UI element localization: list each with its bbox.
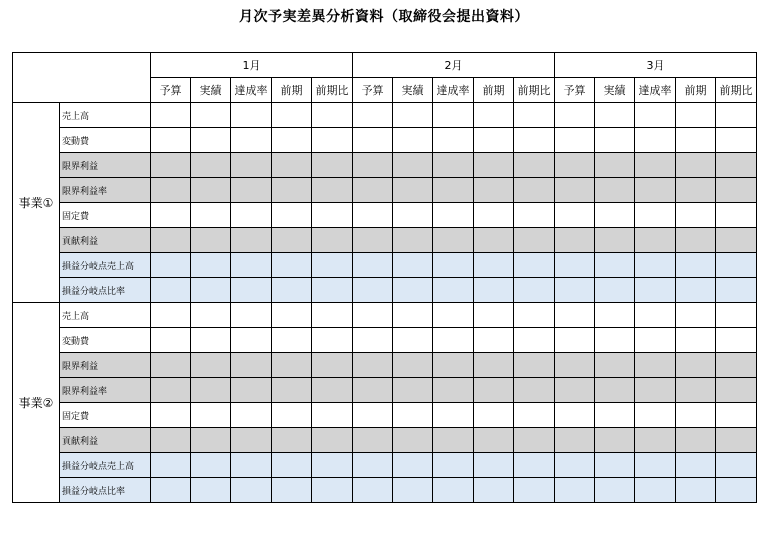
value-cell[interactable] (676, 128, 716, 153)
row-label: 損益分岐点売上高 (60, 253, 151, 278)
value-cell[interactable] (676, 253, 716, 278)
value-cell[interactable] (393, 228, 433, 253)
value-cell[interactable] (474, 203, 514, 228)
value-cell[interactable] (151, 353, 191, 378)
value-cell[interactable] (312, 328, 353, 353)
value-cell[interactable] (474, 278, 514, 303)
value-cell[interactable] (151, 403, 191, 428)
table-row (13, 103, 757, 128)
value-cell[interactable] (353, 153, 393, 178)
value-cell[interactable] (393, 353, 433, 378)
column-header: 実績 (191, 78, 231, 103)
table-row (13, 403, 757, 428)
value-cell[interactable] (312, 128, 353, 153)
business-group-label: 事業① (13, 103, 60, 303)
row-label: 損益分岐点売上高 (60, 453, 151, 478)
value-cell[interactable] (272, 453, 312, 478)
value-cell[interactable] (555, 228, 595, 253)
value-cell[interactable] (393, 153, 433, 178)
value-cell[interactable] (676, 278, 716, 303)
value-cell[interactable] (514, 278, 555, 303)
value-cell[interactable] (635, 328, 676, 353)
value-cell[interactable] (595, 378, 635, 403)
value-cell[interactable] (716, 328, 757, 353)
value-cell[interactable] (151, 278, 191, 303)
value-cell[interactable] (595, 478, 635, 503)
value-cell[interactable] (312, 278, 353, 303)
value-cell[interactable] (272, 303, 312, 328)
value-cell[interactable] (595, 428, 635, 453)
value-cell[interactable] (231, 178, 272, 203)
value-cell[interactable] (151, 228, 191, 253)
value-cell[interactable] (312, 303, 353, 328)
value-cell[interactable] (474, 228, 514, 253)
value-cell[interactable] (555, 478, 595, 503)
column-header: 予算 (555, 78, 595, 103)
value-cell[interactable] (393, 278, 433, 303)
value-cell[interactable] (716, 378, 757, 403)
value-cell[interactable] (151, 253, 191, 278)
row-label: 売上高 (60, 303, 151, 328)
value-cell[interactable] (191, 478, 231, 503)
value-cell[interactable] (191, 103, 231, 128)
value-cell[interactable] (555, 353, 595, 378)
value-cell[interactable] (676, 453, 716, 478)
month-header: 1月 (151, 53, 353, 78)
value-cell[interactable] (191, 203, 231, 228)
value-cell[interactable] (514, 153, 555, 178)
value-cell[interactable] (393, 128, 433, 153)
value-cell[interactable] (514, 328, 555, 353)
row-label: 限界利益 (60, 153, 151, 178)
value-cell[interactable] (353, 103, 393, 128)
value-cell[interactable] (555, 378, 595, 403)
value-cell[interactable] (635, 378, 676, 403)
value-cell[interactable] (433, 278, 474, 303)
value-cell[interactable] (514, 103, 555, 128)
value-cell[interactable] (635, 478, 676, 503)
value-cell[interactable] (433, 453, 474, 478)
column-header: 予算 (353, 78, 393, 103)
table-row (13, 303, 757, 328)
value-cell[interactable] (353, 353, 393, 378)
value-cell[interactable] (393, 378, 433, 403)
value-cell[interactable] (151, 153, 191, 178)
value-cell[interactable] (393, 403, 433, 428)
value-cell[interactable] (716, 453, 757, 478)
value-cell[interactable] (312, 453, 353, 478)
value-cell[interactable] (635, 103, 676, 128)
value-cell[interactable] (474, 253, 514, 278)
table-row (13, 178, 757, 203)
month-header: 3月 (555, 53, 757, 78)
value-cell[interactable] (595, 328, 635, 353)
value-cell[interactable] (433, 128, 474, 153)
value-cell[interactable] (393, 428, 433, 453)
value-cell[interactable] (231, 478, 272, 503)
table-row (13, 203, 757, 228)
business-group-label: 事業② (13, 303, 60, 503)
value-cell[interactable] (191, 303, 231, 328)
value-cell[interactable] (312, 153, 353, 178)
value-cell[interactable] (433, 303, 474, 328)
value-cell[interactable] (433, 103, 474, 128)
value-cell[interactable] (393, 203, 433, 228)
value-cell[interactable] (191, 328, 231, 353)
value-cell[interactable] (514, 453, 555, 478)
value-cell[interactable] (272, 253, 312, 278)
value-cell[interactable] (433, 403, 474, 428)
value-cell[interactable] (151, 478, 191, 503)
value-cell[interactable] (555, 153, 595, 178)
value-cell[interactable] (716, 203, 757, 228)
value-cell[interactable] (433, 203, 474, 228)
row-label: 限界利益 (60, 353, 151, 378)
row-label: 変動費 (60, 328, 151, 353)
column-header: 達成率 (231, 78, 272, 103)
value-cell[interactable] (676, 403, 716, 428)
value-cell[interactable] (635, 303, 676, 328)
value-cell[interactable] (635, 203, 676, 228)
value-cell[interactable] (514, 403, 555, 428)
value-cell[interactable] (272, 428, 312, 453)
value-cell[interactable] (151, 103, 191, 128)
value-cell[interactable] (676, 328, 716, 353)
value-cell[interactable] (676, 103, 716, 128)
value-cell[interactable] (272, 178, 312, 203)
value-cell[interactable] (393, 178, 433, 203)
value-cell[interactable] (231, 103, 272, 128)
value-cell[interactable] (231, 328, 272, 353)
value-cell[interactable] (555, 453, 595, 478)
value-cell[interactable] (272, 203, 312, 228)
value-cell[interactable] (191, 128, 231, 153)
value-cell[interactable] (716, 153, 757, 178)
value-cell[interactable] (635, 278, 676, 303)
value-cell[interactable] (312, 228, 353, 253)
table-row (13, 153, 757, 178)
value-cell[interactable] (393, 328, 433, 353)
value-cell[interactable] (474, 103, 514, 128)
value-cell[interactable] (353, 203, 393, 228)
value-cell[interactable] (595, 128, 635, 153)
value-cell[interactable] (433, 253, 474, 278)
row-label: 売上高 (60, 103, 151, 128)
value-cell[interactable] (635, 228, 676, 253)
value-cell[interactable] (272, 128, 312, 153)
value-cell[interactable] (231, 228, 272, 253)
value-cell[interactable] (191, 178, 231, 203)
value-cell[interactable] (716, 178, 757, 203)
value-cell[interactable] (474, 403, 514, 428)
column-header: 前期比 (716, 78, 757, 103)
value-cell[interactable] (151, 178, 191, 203)
value-cell[interactable] (635, 178, 676, 203)
value-cell[interactable] (514, 428, 555, 453)
value-cell[interactable] (393, 253, 433, 278)
value-cell[interactable] (514, 228, 555, 253)
value-cell[interactable] (474, 378, 514, 403)
value-cell[interactable] (191, 453, 231, 478)
value-cell[interactable] (635, 253, 676, 278)
value-cell[interactable] (312, 103, 353, 128)
value-cell[interactable] (272, 378, 312, 403)
value-cell[interactable] (716, 128, 757, 153)
value-cell[interactable] (555, 303, 595, 328)
value-cell[interactable] (595, 153, 635, 178)
value-cell[interactable] (231, 253, 272, 278)
value-cell[interactable] (272, 403, 312, 428)
value-cell[interactable] (474, 128, 514, 153)
table-row (13, 453, 757, 478)
value-cell[interactable] (191, 153, 231, 178)
value-cell[interactable] (433, 178, 474, 203)
value-cell[interactable] (191, 228, 231, 253)
value-cell[interactable] (312, 353, 353, 378)
value-cell[interactable] (272, 278, 312, 303)
value-cell[interactable] (716, 103, 757, 128)
value-cell[interactable] (595, 353, 635, 378)
value-cell[interactable] (514, 303, 555, 328)
value-cell[interactable] (514, 128, 555, 153)
value-cell[interactable] (272, 103, 312, 128)
value-cell[interactable] (474, 328, 514, 353)
value-cell[interactable] (716, 303, 757, 328)
value-cell[interactable] (191, 353, 231, 378)
value-cell[interactable] (393, 103, 433, 128)
value-cell[interactable] (312, 203, 353, 228)
value-cell[interactable] (151, 128, 191, 153)
row-label: 損益分岐点比率 (60, 478, 151, 503)
value-cell[interactable] (676, 478, 716, 503)
value-cell[interactable] (635, 128, 676, 153)
value-cell[interactable] (595, 228, 635, 253)
column-header: 前期 (676, 78, 716, 103)
value-cell[interactable] (555, 128, 595, 153)
value-cell[interactable] (676, 203, 716, 228)
value-cell[interactable] (353, 328, 393, 353)
table-row (13, 328, 757, 353)
value-cell[interactable] (635, 428, 676, 453)
value-cell[interactable] (555, 403, 595, 428)
value-cell[interactable] (595, 278, 635, 303)
row-label: 変動費 (60, 128, 151, 153)
value-cell[interactable] (272, 328, 312, 353)
value-cell[interactable] (191, 428, 231, 453)
value-cell[interactable] (191, 403, 231, 428)
value-cell[interactable] (353, 253, 393, 278)
row-label: 固定費 (60, 403, 151, 428)
value-cell[interactable] (716, 478, 757, 503)
table-row (13, 128, 757, 153)
month-header: 2月 (353, 53, 555, 78)
value-cell[interactable] (353, 178, 393, 203)
value-cell[interactable] (716, 278, 757, 303)
value-cell[interactable] (231, 428, 272, 453)
value-cell[interactable] (151, 303, 191, 328)
value-cell[interactable] (716, 428, 757, 453)
table-row (13, 428, 757, 453)
value-cell[interactable] (474, 428, 514, 453)
value-cell[interactable] (595, 303, 635, 328)
value-cell[interactable] (433, 353, 474, 378)
value-cell[interactable] (635, 153, 676, 178)
value-cell[interactable] (353, 378, 393, 403)
value-cell[interactable] (555, 278, 595, 303)
column-header: 実績 (393, 78, 433, 103)
value-cell[interactable] (595, 253, 635, 278)
value-cell[interactable] (676, 178, 716, 203)
value-cell[interactable] (595, 178, 635, 203)
column-header: 前期比 (514, 78, 555, 103)
column-header: 前期 (474, 78, 514, 103)
table-row (13, 353, 757, 378)
value-cell[interactable] (312, 478, 353, 503)
row-label: 損益分岐点比率 (60, 278, 151, 303)
table-row (13, 478, 757, 503)
column-header: 前期 (272, 78, 312, 103)
value-cell[interactable] (231, 278, 272, 303)
value-cell[interactable] (474, 303, 514, 328)
value-cell[interactable] (312, 378, 353, 403)
value-cell[interactable] (231, 128, 272, 153)
value-cell[interactable] (474, 353, 514, 378)
value-cell[interactable] (555, 178, 595, 203)
value-cell[interactable] (151, 203, 191, 228)
value-cell[interactable] (353, 428, 393, 453)
value-cell[interactable] (514, 203, 555, 228)
value-cell[interactable] (716, 353, 757, 378)
column-header: 達成率 (635, 78, 676, 103)
table-row (13, 278, 757, 303)
value-cell[interactable] (716, 403, 757, 428)
table-row (13, 253, 757, 278)
value-cell[interactable] (231, 403, 272, 428)
column-header: 達成率 (433, 78, 474, 103)
value-cell[interactable] (353, 453, 393, 478)
value-cell[interactable] (312, 428, 353, 453)
value-cell[interactable] (393, 478, 433, 503)
value-cell[interactable] (555, 203, 595, 228)
value-cell[interactable] (272, 478, 312, 503)
table-row (13, 228, 757, 253)
value-cell[interactable] (555, 103, 595, 128)
value-cell[interactable] (514, 378, 555, 403)
value-cell[interactable] (474, 178, 514, 203)
row-label: 貢献利益 (60, 228, 151, 253)
value-cell[interactable] (474, 153, 514, 178)
value-cell[interactable] (433, 478, 474, 503)
value-cell[interactable] (272, 153, 312, 178)
value-cell[interactable] (474, 453, 514, 478)
value-cell[interactable] (353, 303, 393, 328)
value-cell[interactable] (231, 378, 272, 403)
value-cell[interactable] (353, 128, 393, 153)
value-cell[interactable] (231, 153, 272, 178)
column-header: 前期比 (312, 78, 353, 103)
value-cell[interactable] (353, 228, 393, 253)
value-cell[interactable] (595, 103, 635, 128)
value-cell[interactable] (151, 453, 191, 478)
value-cell[interactable] (151, 328, 191, 353)
value-cell[interactable] (595, 403, 635, 428)
row-label: 限界利益率 (60, 378, 151, 403)
value-cell[interactable] (231, 203, 272, 228)
value-cell[interactable] (151, 428, 191, 453)
value-cell[interactable] (635, 403, 676, 428)
value-cell[interactable] (151, 378, 191, 403)
value-cell[interactable] (191, 253, 231, 278)
value-cell[interactable] (635, 453, 676, 478)
column-header: 予算 (151, 78, 191, 103)
header-corner (13, 53, 151, 103)
value-cell[interactable] (676, 303, 716, 328)
value-cell[interactable] (716, 253, 757, 278)
value-cell[interactable] (433, 228, 474, 253)
value-cell[interactable] (555, 428, 595, 453)
value-cell[interactable] (676, 378, 716, 403)
value-cell[interactable] (353, 403, 393, 428)
value-cell[interactable] (474, 478, 514, 503)
value-cell[interactable] (514, 178, 555, 203)
value-cell[interactable] (676, 153, 716, 178)
value-cell[interactable] (433, 328, 474, 353)
value-cell[interactable] (231, 353, 272, 378)
value-cell[interactable] (312, 178, 353, 203)
value-cell[interactable] (393, 303, 433, 328)
value-cell[interactable] (433, 378, 474, 403)
column-header: 実績 (595, 78, 635, 103)
value-cell[interactable] (595, 453, 635, 478)
value-cell[interactable] (433, 153, 474, 178)
value-cell[interactable] (676, 353, 716, 378)
value-cell[interactable] (514, 253, 555, 278)
value-cell[interactable] (231, 303, 272, 328)
value-cell[interactable] (514, 478, 555, 503)
row-label: 貢献利益 (60, 428, 151, 453)
value-cell[interactable] (555, 328, 595, 353)
variance-analysis-table (12, 52, 757, 503)
value-cell[interactable] (555, 253, 595, 278)
value-cell[interactable] (514, 353, 555, 378)
value-cell[interactable] (353, 278, 393, 303)
value-cell[interactable] (312, 253, 353, 278)
value-cell[interactable] (676, 228, 716, 253)
row-label: 限界利益率 (60, 178, 151, 203)
page-title: 月次予実差異分析資料（取締役会提出資料） (239, 9, 529, 25)
value-cell[interactable] (231, 453, 272, 478)
value-cell[interactable] (272, 353, 312, 378)
value-cell[interactable] (191, 378, 231, 403)
value-cell[interactable] (393, 453, 433, 478)
value-cell[interactable] (433, 428, 474, 453)
value-cell[interactable] (272, 228, 312, 253)
value-cell[interactable] (312, 403, 353, 428)
value-cell[interactable] (353, 478, 393, 503)
value-cell[interactable] (716, 228, 757, 253)
value-cell[interactable] (676, 428, 716, 453)
value-cell[interactable] (595, 203, 635, 228)
value-cell[interactable] (635, 353, 676, 378)
row-label: 固定費 (60, 203, 151, 228)
table-row (13, 378, 757, 403)
value-cell[interactable] (191, 278, 231, 303)
